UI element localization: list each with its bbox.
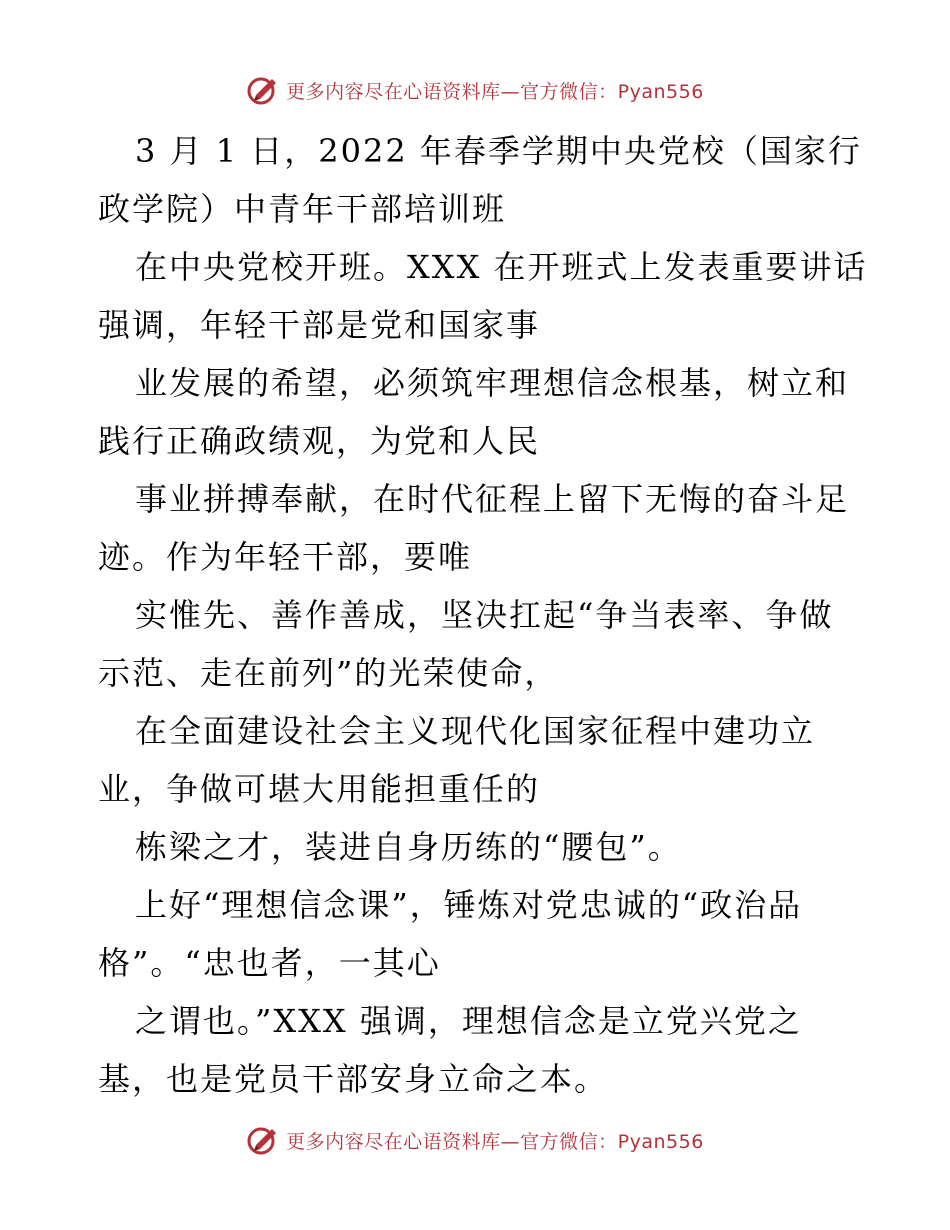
text-line: 在全面建设社会主义现代化国家征程中建功立: [135, 712, 816, 750]
header-watermark: [0, 70, 950, 110]
footer-watermark: [0, 1120, 950, 1160]
text-line: 践行正确政绩观，为党和人民: [98, 422, 541, 460]
text-line: 格”。“忠也者，一其心: [98, 944, 441, 982]
text-line: 迹。作为年轻干部，要唯: [98, 538, 473, 576]
text-line: 业，争做可堪大用能担重任的: [98, 770, 541, 808]
text-line: 业发展的希望，必须筑牢理想信念根基，树立和: [135, 364, 850, 402]
text-line: 之谓也。”XXX 强调，理想信念是立党兴党之: [135, 1002, 802, 1040]
pen-logo-icon: [246, 73, 280, 107]
pen-logo-icon: [246, 1123, 280, 1157]
text-line: 示范、走在前列”的光荣使命，: [98, 654, 559, 692]
text-line: 政学院）中青年干部培训班: [98, 190, 507, 228]
header-watermark-text: 更多内容尽在心语资料库—官方微信：Pyan556: [286, 80, 704, 103]
text-line: 上好“理想信念课”，锤炼对党忠诚的“政治品: [135, 886, 803, 924]
text-line: 在中央党校开班。XXX 在开班式上发表重要讲话: [135, 248, 868, 286]
text-line: 栋梁之才，装进自身历练的“腰包”。: [135, 828, 682, 866]
text-line: 事业拼搏奉献，在时代征程上留下无悔的奋斗足: [135, 480, 850, 518]
footer-watermark-text: 更多内容尽在心语资料库—官方微信：Pyan556: [286, 1130, 704, 1153]
text-line: 实惟先、善作善成，坚决扛起“争当表率、争做: [135, 596, 834, 634]
document-body: [98, 122, 868, 1108]
text-line: 基，也是党员干部安身立命之本。: [98, 1060, 609, 1098]
text-line: 3 月 1 日，2022 年春季学期中央党校（国家行: [135, 132, 862, 170]
text-line: 强调，年轻干部是党和国家事: [98, 306, 541, 344]
